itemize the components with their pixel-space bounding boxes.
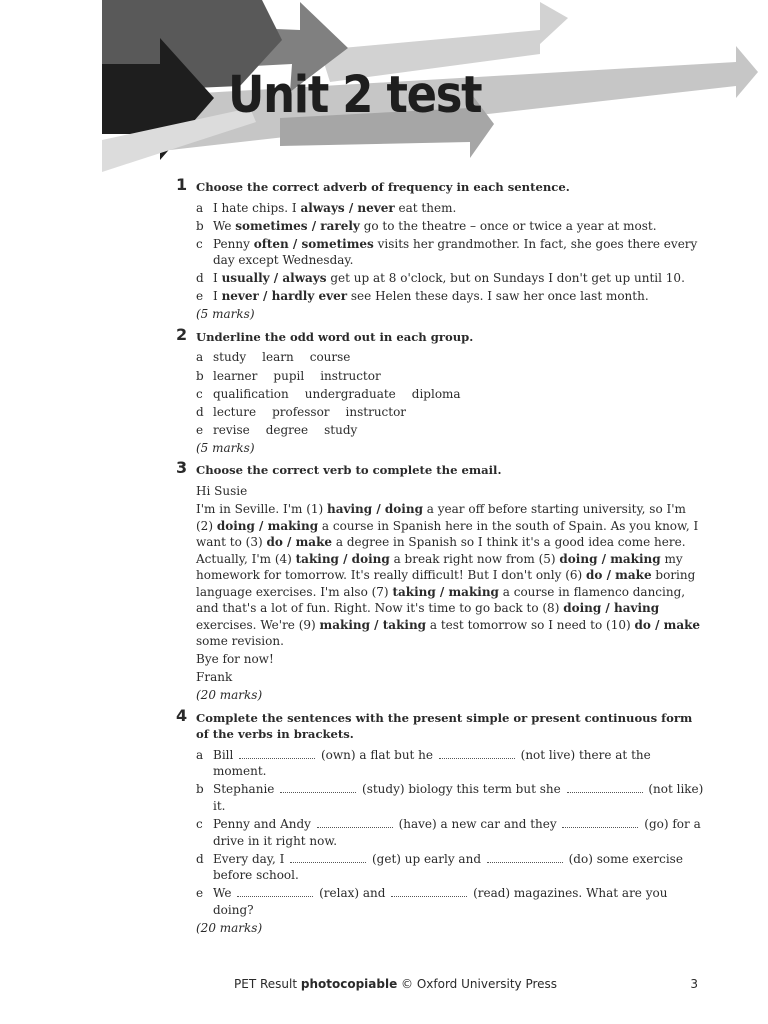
item-letter: e xyxy=(196,422,204,437)
marks-label: (5 marks) xyxy=(196,307,255,322)
word-option: lecture xyxy=(213,404,257,419)
section-heading xyxy=(176,324,706,346)
page-number: 3 xyxy=(690,977,698,991)
verb-options: doing / having xyxy=(563,601,660,616)
word-option: undergraduate xyxy=(304,386,396,401)
item-text: Every day, I xyxy=(213,851,289,866)
email-text-run: a course in Spanish here in the south of Spain. As you know, I want to (3) xyxy=(196,518,699,550)
word-option: instructor xyxy=(320,368,381,383)
item-text: (go) for a drive in it right now. xyxy=(213,817,701,848)
section-instruction: Complete the sentences with the present simple or present continuous form of the verbs in brackets. xyxy=(196,710,693,742)
answer-blank[interactable] xyxy=(567,782,643,793)
item-options: never / hardly ever xyxy=(221,289,348,304)
item-letter: a xyxy=(196,200,204,215)
item-text: (not like) it. xyxy=(213,782,704,813)
email-text-run: a degree in Spanish so I think it's a good idea come here. Actually, I'm (4) xyxy=(196,535,686,566)
section-instruction: Underline the odd word out in each group. xyxy=(196,329,474,344)
verb-options: do / make xyxy=(266,535,333,550)
email-greeting: Hi Susie xyxy=(196,483,248,498)
answer-blank[interactable] xyxy=(239,748,315,759)
test-content xyxy=(176,175,706,942)
section-number: 2 xyxy=(176,324,188,344)
marks-label: (20 marks) xyxy=(196,920,263,935)
word-option: professor xyxy=(272,404,330,419)
verb-options: do / make xyxy=(586,568,652,583)
email-text-run: some revision. xyxy=(196,634,284,649)
verb-options: do / make xyxy=(634,617,701,632)
answer-blank[interactable] xyxy=(391,886,467,897)
email-text-run: a break right now from (5) xyxy=(389,551,560,566)
item-text: eat them. xyxy=(394,200,457,215)
email-body xyxy=(196,501,706,650)
page-footer xyxy=(234,977,557,991)
word-option: learn xyxy=(262,350,294,365)
word-option: degree xyxy=(265,422,309,437)
item-letter: b xyxy=(196,368,204,383)
word-option: course xyxy=(309,350,351,365)
list-item xyxy=(196,885,706,918)
list-item xyxy=(196,386,706,403)
item-text: Bill xyxy=(213,747,238,762)
verb-options: doing / making xyxy=(559,551,661,566)
answer-blank[interactable] xyxy=(290,852,366,863)
email-text-run: a course in flamenco dancing, and that's a lot of fun. Right. Now it's time to go back to (8) xyxy=(196,584,686,616)
email-text-run: a test tomorrow so I need to (10) xyxy=(426,617,635,632)
item-text: I xyxy=(213,271,222,286)
email-text xyxy=(176,483,706,686)
item-text: We xyxy=(213,886,236,901)
verb-options: having / doing xyxy=(327,502,423,517)
answer-blank[interactable] xyxy=(317,817,393,828)
section-1 xyxy=(176,175,706,323)
email-text-run: my homework for tomorrow. It's really difficult! But I don't only (6) xyxy=(196,551,683,583)
verb-options: taking / doing xyxy=(295,551,390,566)
item-text: Penny xyxy=(213,236,254,251)
section-2 xyxy=(176,324,706,456)
footer-copyright: © Oxford University Press xyxy=(397,977,558,991)
section-4 xyxy=(176,705,706,936)
item-letter: d xyxy=(196,851,204,866)
page-title: Unit 2 test xyxy=(228,66,482,125)
list-item xyxy=(196,236,706,269)
item-text: (get) up early and xyxy=(368,851,485,866)
word-option: instructor xyxy=(345,404,407,419)
word-option: revise xyxy=(213,422,250,437)
item-text: visits her grandmother. In fact, she goes there every day except Wednesday. xyxy=(213,236,698,268)
item-text: (relax) and xyxy=(315,886,390,901)
email-signoff: Bye for now! xyxy=(196,652,274,667)
section-instruction: Choose the correct verb to complete the email. xyxy=(196,463,502,478)
item-text: see Helen these days. I saw her once last month. xyxy=(347,289,649,304)
item-letter: c xyxy=(196,236,203,251)
section-number: 4 xyxy=(176,705,188,725)
word-option: diploma xyxy=(411,386,461,401)
item-options: usually / always xyxy=(221,271,327,286)
list-item xyxy=(196,851,706,884)
item-options: always / never xyxy=(300,200,395,215)
answer-blank[interactable] xyxy=(439,748,515,759)
list-item xyxy=(196,747,706,780)
marks-label: (5 marks) xyxy=(196,440,255,455)
item-letter: e xyxy=(196,289,204,304)
word-option: pupil xyxy=(273,368,305,383)
verb-options: taking / making xyxy=(392,584,499,599)
list-item xyxy=(196,270,706,287)
item-text: (read) magazines. What are you doing? xyxy=(213,886,668,917)
item-letter: d xyxy=(196,271,204,286)
section-heading xyxy=(176,705,706,743)
item-text: (not live) there at the moment. xyxy=(213,747,651,779)
email-signature: Frank xyxy=(196,670,233,685)
item-letter: d xyxy=(196,404,204,419)
answer-blank[interactable] xyxy=(237,886,313,897)
list-item xyxy=(196,368,706,385)
list-item xyxy=(196,404,706,421)
section-number: 1 xyxy=(176,175,188,194)
item-letter: c xyxy=(196,386,203,401)
email-text-run: a year off before starting university, so I'm (2) xyxy=(196,502,686,533)
item-text: get up at 8 o'clock, but on Sundays I don't get up until 10. xyxy=(326,271,685,286)
word-option: study xyxy=(324,422,358,437)
item-options: sometimes / rarely xyxy=(235,218,360,233)
word-option: study xyxy=(213,350,247,365)
answer-blank[interactable] xyxy=(280,782,356,793)
item-text: go to the theatre – once or twice a year at most. xyxy=(359,218,657,233)
verb-options: making / taking xyxy=(319,617,427,632)
item-letter: b xyxy=(196,782,204,797)
item-text: Penny and Andy xyxy=(213,817,315,831)
list-item xyxy=(196,422,706,439)
email-text-run: boring language exercises. I'm also (7) xyxy=(196,568,696,599)
verb-options: doing / making xyxy=(216,518,319,533)
email-text-run: exercises. We're (9) xyxy=(196,617,320,632)
list-item xyxy=(196,781,706,814)
list-item xyxy=(196,349,706,366)
list-item xyxy=(196,218,706,235)
word-option: learner xyxy=(213,368,258,383)
email-text-run: I'm in Seville. I'm (1) xyxy=(196,502,328,517)
item-letter: c xyxy=(196,817,203,831)
item-text: (own) a flat but he xyxy=(317,747,437,762)
item-text: I hate chips. I xyxy=(213,200,301,215)
item-text: I xyxy=(213,289,222,304)
item-letter: b xyxy=(196,218,204,233)
list-item xyxy=(196,200,706,217)
list-item xyxy=(196,288,706,305)
answer-blank[interactable] xyxy=(487,852,563,863)
word-option: qualification xyxy=(213,386,289,401)
section-3 xyxy=(176,458,706,703)
item-text: We xyxy=(213,218,236,233)
footer-text: PET Result xyxy=(234,977,301,991)
item-text: (study) biology this term but she xyxy=(358,782,565,797)
item-text: (have) a new car and they xyxy=(394,817,561,831)
item-letter: a xyxy=(196,350,204,365)
item-letter: a xyxy=(196,747,204,762)
answer-blank[interactable] xyxy=(562,817,638,828)
item-text: Stephanie xyxy=(213,782,279,797)
footer-photocopiable: photocopiable xyxy=(300,977,398,991)
section-number: 3 xyxy=(176,458,188,478)
marks-label: (20 marks) xyxy=(196,688,263,703)
section-heading xyxy=(176,458,706,479)
item-options: often / sometimes xyxy=(253,236,374,251)
item-letter: e xyxy=(196,886,204,901)
item-text: (do) some exercise before school. xyxy=(213,851,683,883)
list-item xyxy=(196,816,706,849)
section-heading xyxy=(176,175,706,196)
section-instruction: Choose the correct adverb of frequency in each sentence. xyxy=(196,180,570,194)
